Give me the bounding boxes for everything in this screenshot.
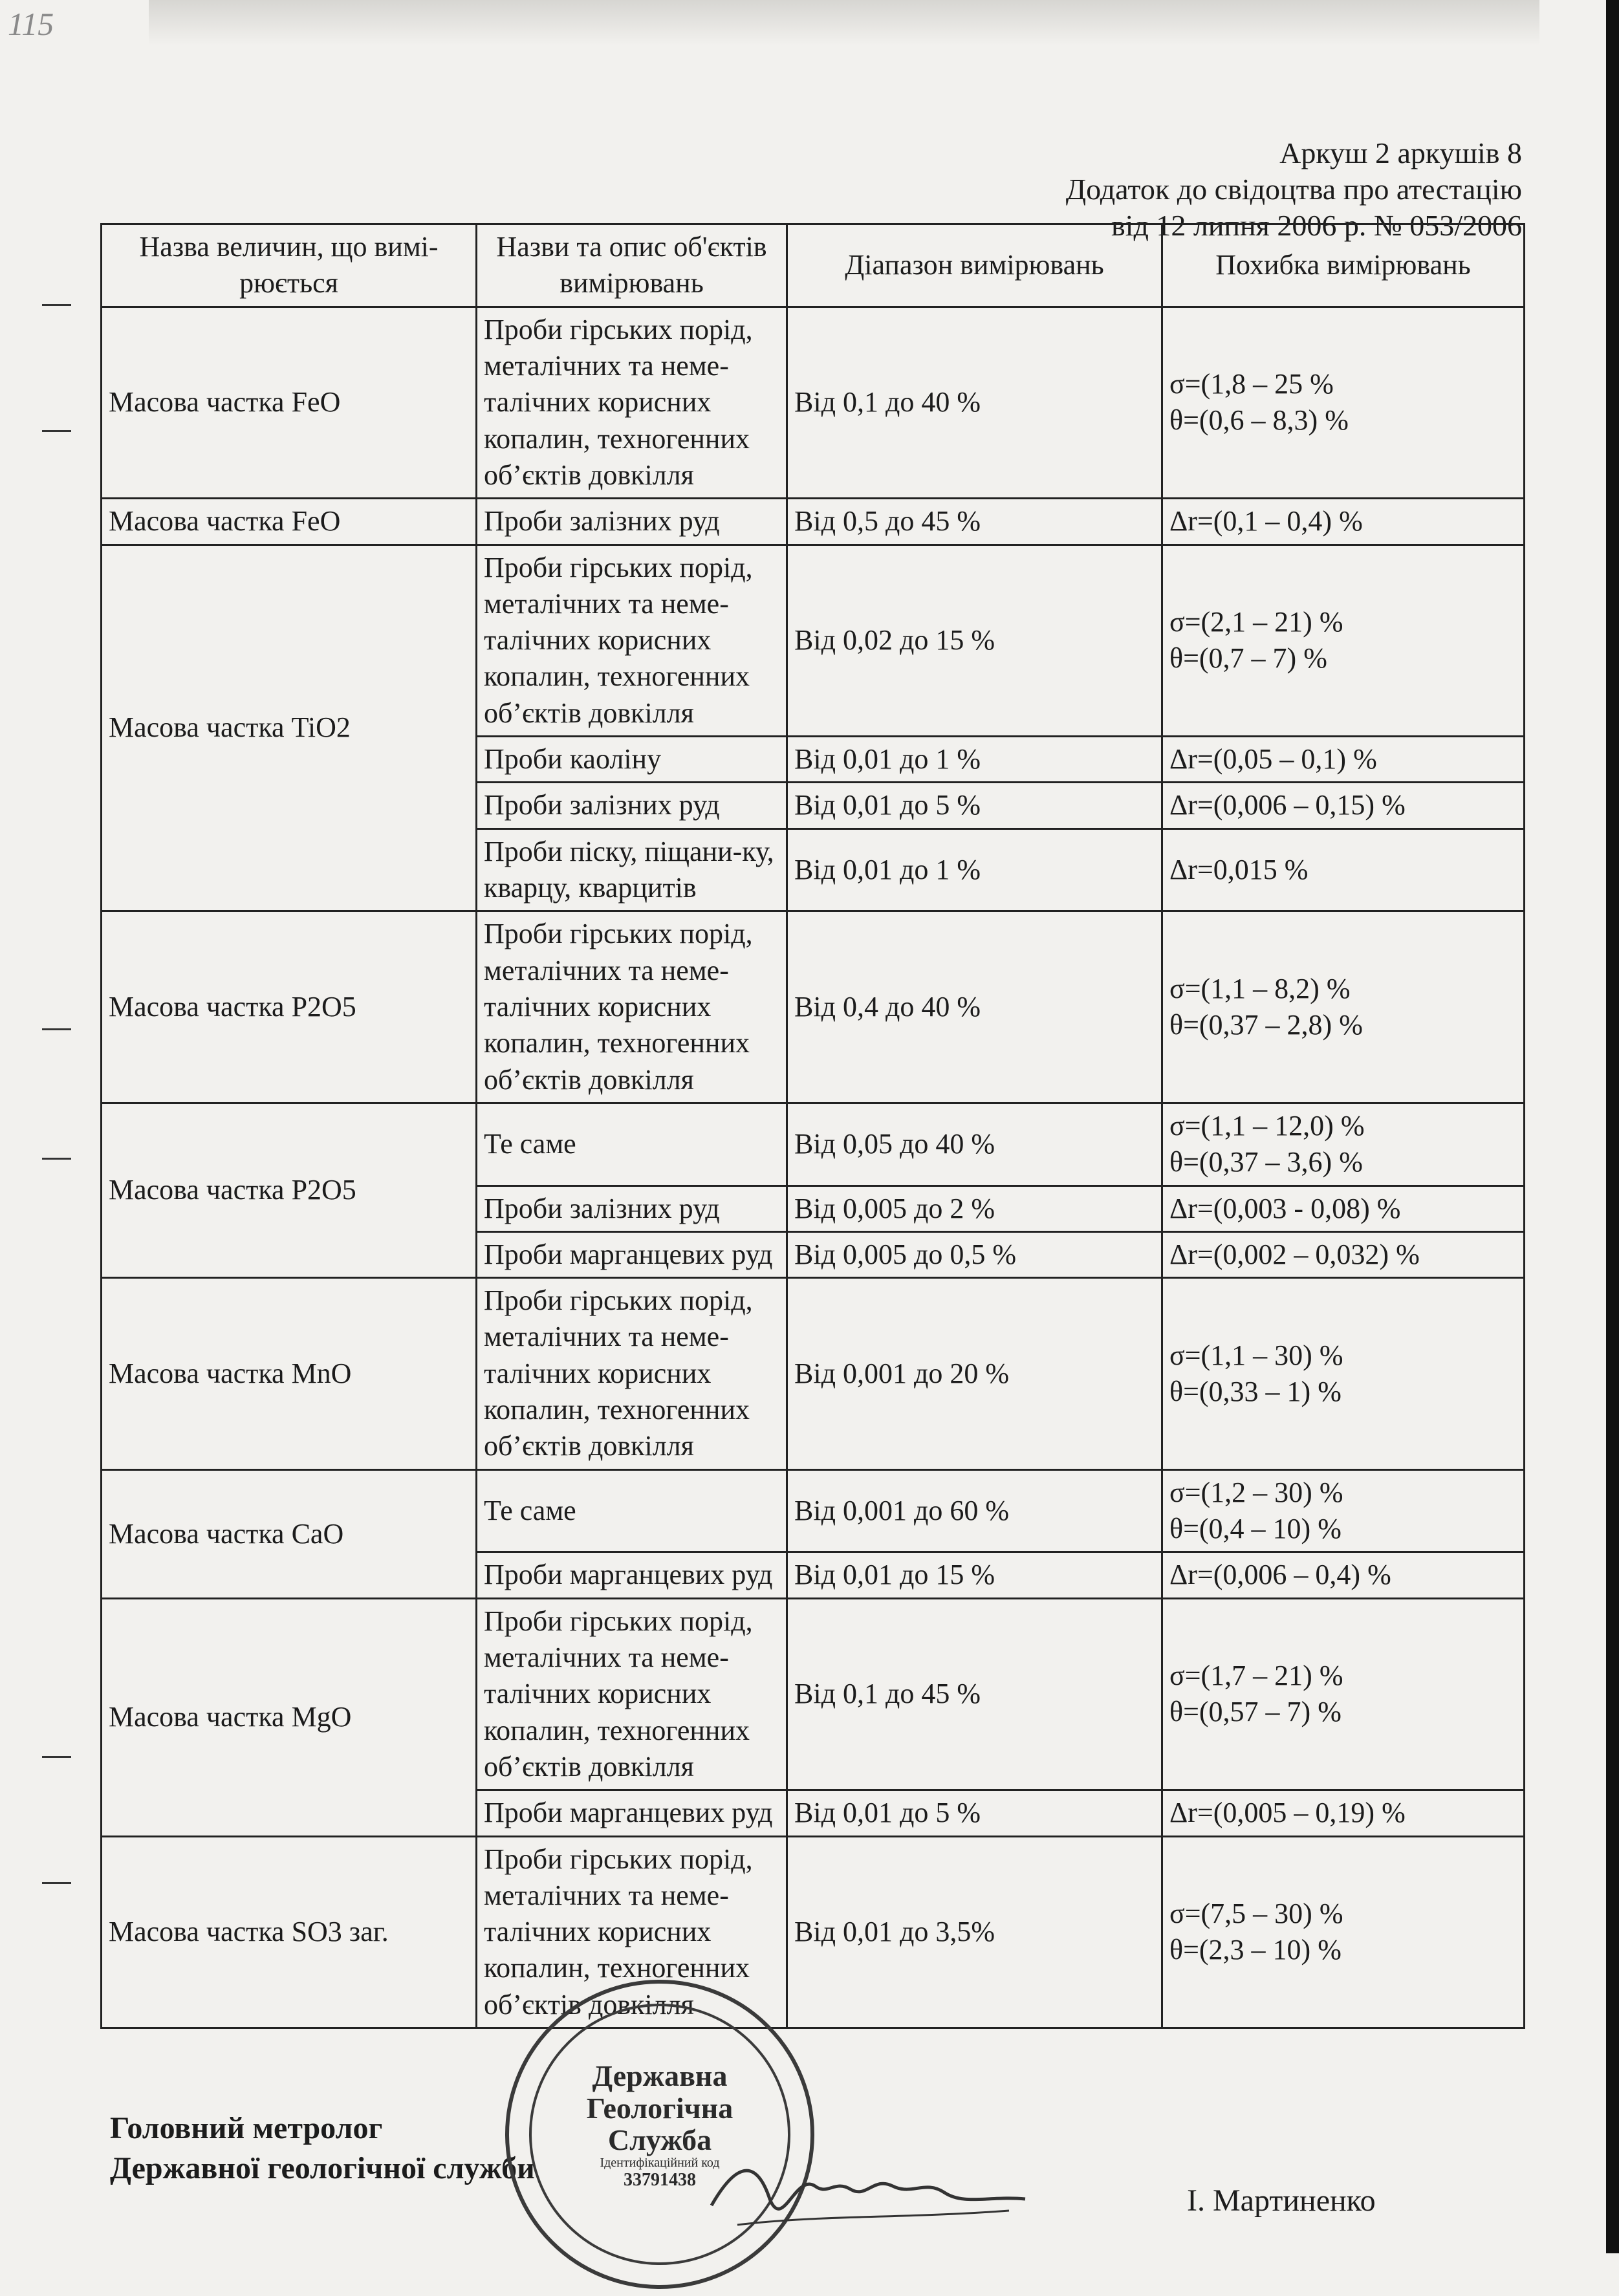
range-cell: Від 0,02 до 15 % <box>787 545 1162 737</box>
quantity-cell: Масова частка P2O5 <box>102 911 477 1103</box>
range-cell: Від 0,001 до 20 % <box>787 1278 1162 1470</box>
object-cell: Проби гірських порід, металічних та неме-талічних корисних копалин, техногенних об’єктів довкілля <box>477 1836 787 2028</box>
signature-stroke <box>712 2171 1025 2209</box>
quantity-cell: Масова частка CaO <box>102 1469 477 1598</box>
error-cell: Δr=(0,006 – 0,4) % <box>1162 1552 1525 1598</box>
object-cell: Проби залізних руд <box>477 1186 787 1231</box>
object-cell: Проби залізних руд <box>477 783 787 829</box>
range-cell: Від 0,01 до 3,5% <box>787 1836 1162 2028</box>
error-cell: σ=(1,1 – 30) % θ=(0,33 – 1) % <box>1162 1278 1525 1470</box>
table-row <box>102 545 1525 737</box>
range-cell: Від 0,05 до 40 % <box>787 1103 1162 1186</box>
page-number: 115 <box>8 6 54 42</box>
stamp-line: Державна <box>592 2059 728 2092</box>
range-cell: Від 0,001 до 60 % <box>787 1469 1162 1552</box>
margin-dash <box>42 304 71 306</box>
range-cell: Від 0,1 до 45 % <box>787 1598 1162 1790</box>
measurement-table <box>100 223 1525 2029</box>
quantity-cell: Масова частка SO3 заг. <box>102 1836 477 2028</box>
column-header: Назви та опис об'єктів вимірювань <box>477 224 787 307</box>
range-cell: Від 0,01 до 5 % <box>787 783 1162 829</box>
stamp-line: Служба <box>607 2123 712 2157</box>
margin-dash <box>42 1882 71 1884</box>
range-cell: Від 0,01 до 5 % <box>787 1790 1162 1836</box>
range-cell: Від 0,5 до 45 % <box>787 499 1162 545</box>
margin-dash <box>42 1158 71 1160</box>
quantity-cell: Масова частка TiO2 <box>102 545 477 911</box>
range-cell: Від 0,005 до 2 % <box>787 1186 1162 1231</box>
object-cell: Проби гірських порід, металічних та неме-талічних корисних копалин, техногенних об’єктів довкілля <box>477 307 787 499</box>
scan-top-shadow <box>149 0 1539 45</box>
table-row <box>102 1103 1525 1186</box>
stamp-code: 33791438 <box>624 2169 696 2190</box>
sheet-label: Аркуш 2 аркушів 8 <box>1279 136 1522 169</box>
object-cell: Те саме <box>477 1469 787 1552</box>
range-cell: Від 0,01 до 1 % <box>787 829 1162 911</box>
error-cell: σ=(1,2 – 30) % θ=(0,4 – 10) % <box>1162 1469 1525 1552</box>
table-header-row <box>102 224 1525 307</box>
object-cell: Проби гірських порід, металічних та неме-талічних корисних копалин, техногенних об’єктів довкілля <box>477 1598 787 1790</box>
quantity-cell: Масова частка P2O5 <box>102 1103 477 1277</box>
error-cell: Δr=(0,002 – 0,032) % <box>1162 1231 1525 1277</box>
error-cell: Δr=(0,006 – 0,15) % <box>1162 783 1525 829</box>
object-cell: Проби піску, піщани-ку, кварцу, кварцитів <box>477 829 787 911</box>
quantity-cell: Масова частка FeO <box>102 307 477 499</box>
margin-dash <box>42 1028 71 1030</box>
signer-name: І. Мартиненко <box>1187 2183 1376 2218</box>
table-row <box>102 1469 1525 1552</box>
column-header: Похибка вимірювань <box>1162 224 1525 307</box>
signature <box>699 2134 1035 2238</box>
error-cell: σ=(1,7 – 21) % θ=(0,57 – 7) % <box>1162 1598 1525 1790</box>
signer-title-line1: Головний метролог <box>110 2111 383 2145</box>
object-cell: Проби марганцевих руд <box>477 1231 787 1277</box>
range-cell: Від 0,005 до 0,5 % <box>787 1231 1162 1277</box>
signature-underline <box>737 2211 1009 2225</box>
table-row <box>102 499 1525 545</box>
error-cell: Δr=(0,005 – 0,19) % <box>1162 1790 1525 1836</box>
error-cell: σ=(1,8 – 25 % θ=(0,6 – 8,3) % <box>1162 307 1525 499</box>
object-cell: Проби гірських порід, металічних та неме-талічних корисних копалин, техногенних об’єктів довкілля <box>477 911 787 1103</box>
quantity-cell: Масова частка MgO <box>102 1598 477 1836</box>
object-cell: Проби марганцевих руд <box>477 1552 787 1598</box>
signer-title-line2: Державної геологічної служби <box>110 2151 535 2186</box>
quantity-cell: Масова частка FeO <box>102 499 477 545</box>
error-cell: Δr=(0,003 - 0,08) % <box>1162 1186 1525 1231</box>
quantity-cell: Масова частка MnO <box>102 1278 477 1470</box>
column-header: Назва величин, що вимі-рюється <box>102 224 477 307</box>
error-cell: σ=(1,1 – 8,2) % θ=(0,37 – 2,8) % <box>1162 911 1525 1103</box>
error-cell: σ=(7,5 – 30) % θ=(2,3 – 10) % <box>1162 1836 1525 2028</box>
certificate-date-number: від 12 липня 2006 р. № 053/2006 <box>1111 209 1522 242</box>
column-header: Діапазон вимірювань <box>787 224 1162 307</box>
error-cell: Δr=0,015 % <box>1162 829 1525 911</box>
object-cell: Проби гірських порід, металічних та неме-талічних корисних копалин, техногенних об’єктів довкілля <box>477 1278 787 1470</box>
error-cell: Δr=(0,05 – 0,1) % <box>1162 737 1525 783</box>
range-cell: Від 0,01 до 15 % <box>787 1552 1162 1598</box>
object-cell: Проби каоліну <box>477 737 787 783</box>
error-cell: Δr=(0,1 – 0,4) % <box>1162 499 1525 545</box>
stamp-line: Геологічна <box>586 2091 733 2125</box>
error-cell: σ=(1,1 – 12,0) % θ=(0,37 – 3,6) % <box>1162 1103 1525 1186</box>
error-cell: σ=(2,1 – 21) % θ=(0,7 – 7) % <box>1162 545 1525 737</box>
range-cell: Від 0,01 до 1 % <box>787 737 1162 783</box>
range-cell: Від 0,4 до 40 % <box>787 911 1162 1103</box>
object-cell: Проби марганцевих руд <box>477 1790 787 1836</box>
margin-dash <box>42 1756 71 1758</box>
table-row <box>102 911 1525 1103</box>
table-row <box>102 1598 1525 1790</box>
appendix-label: Додаток до свідоцтва про атестацію <box>1065 173 1522 206</box>
object-cell: Проби залізних руд <box>477 499 787 545</box>
scan-edge <box>1606 0 1619 2253</box>
object-cell: Проби гірських порід, металічних та неме-талічних корисних копалин, техногенних об’єктів довкілля <box>477 545 787 737</box>
margin-dash <box>42 430 71 432</box>
table-row <box>102 1278 1525 1470</box>
object-cell: Те саме <box>477 1103 787 1186</box>
range-cell: Від 0,1 до 40 % <box>787 307 1162 499</box>
signer-title <box>110 2108 535 2189</box>
stamp-id-label: Ідентифікаційний код <box>600 2156 720 2171</box>
table-row <box>102 307 1525 499</box>
